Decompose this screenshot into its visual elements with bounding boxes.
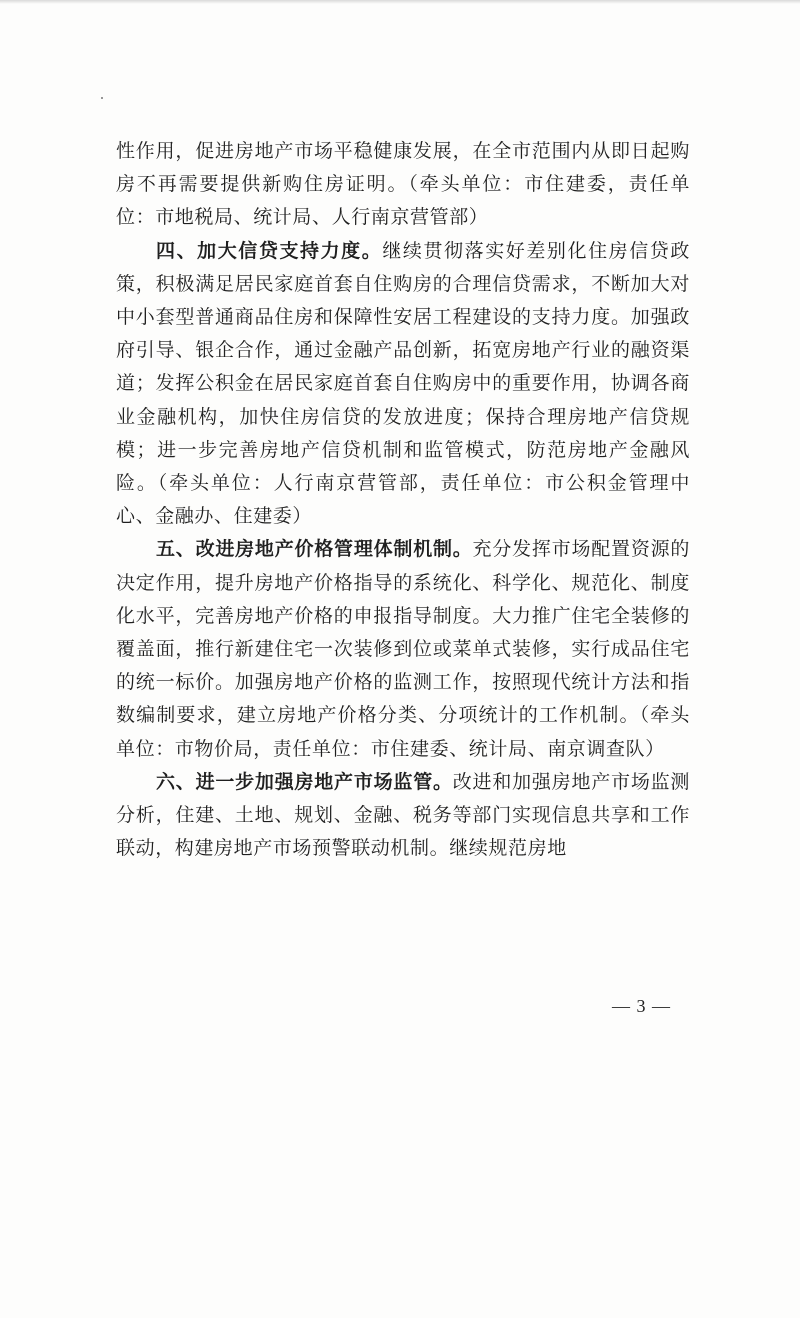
paragraph-price-management [116, 533, 690, 765]
section-heading: 五、改进房地产价格管理体制机制。 [156, 538, 473, 561]
scan-speck [101, 97, 103, 99]
paragraph-text: 充分发挥市场配置资源的决定作用，提升房地产价格指导的系统化、科学化、规范化、制度化水平，完善房地产价格的申报指导制度。大力推广住宅全装修的覆盖面，推行新建住宅一次装修到位或菜单式装修，实行成品住宅的统一标价。加强房地产价格的监测工作，按照现代统计方法和指数编制要求，建立房地产价格分类、分项统计的工作机制。（牵头单位：市物价局，责任单位：市住建委、统计局、南京调查队） [116, 538, 690, 760]
paragraph-continuation [116, 135, 690, 235]
paragraph-text: 性作用，促进房地产市场平稳健康发展，在全市范围内从即日起购房不再需要提供新购住房证明。（牵头单位：市住建委，责任单位：市地税局、统计局、人行南京营管部） [116, 140, 690, 229]
paragraph-market-supervision [116, 766, 690, 866]
paragraph-credit-support [116, 235, 690, 534]
paragraph-text: 改进和加强房地产市场监测分析，住建、土地、规划、金融、税务等部门实现信息共享和工作联动，构建房地产市场预警联动机制。继续规范房地 [116, 770, 690, 860]
section-heading: 六、进一步加强房地产市场监管。 [156, 770, 453, 793]
paragraph-text: 继续贯彻落实好差别化住房信贷政策，积极满足居民家庭首套自住购房的合理信贷需求，不断加大对中小套型普通商品住房和保障性安居工程建设的支持力度。加强政府引导、银企合作，通过金融产品创新，拓宽房地产行业的融资渠道；发挥公积金在居民家庭首套自住购房中的重要作用，协调各商业金融机构，加快住房信贷的发放进度；保持合理房地产信贷规模；进一步完善房地产信贷机制和监管模式，防范房地产金融风险。（牵头单位：人行南京营管部，责任单位：市公积金管理中心、金融办、住建委） [116, 239, 690, 528]
section-heading: 四、加大信贷支持力度。 [156, 239, 383, 262]
page-number: — 3 — [612, 996, 671, 1016]
scan-top-edge [0, 0, 800, 4]
document-body [116, 135, 690, 865]
